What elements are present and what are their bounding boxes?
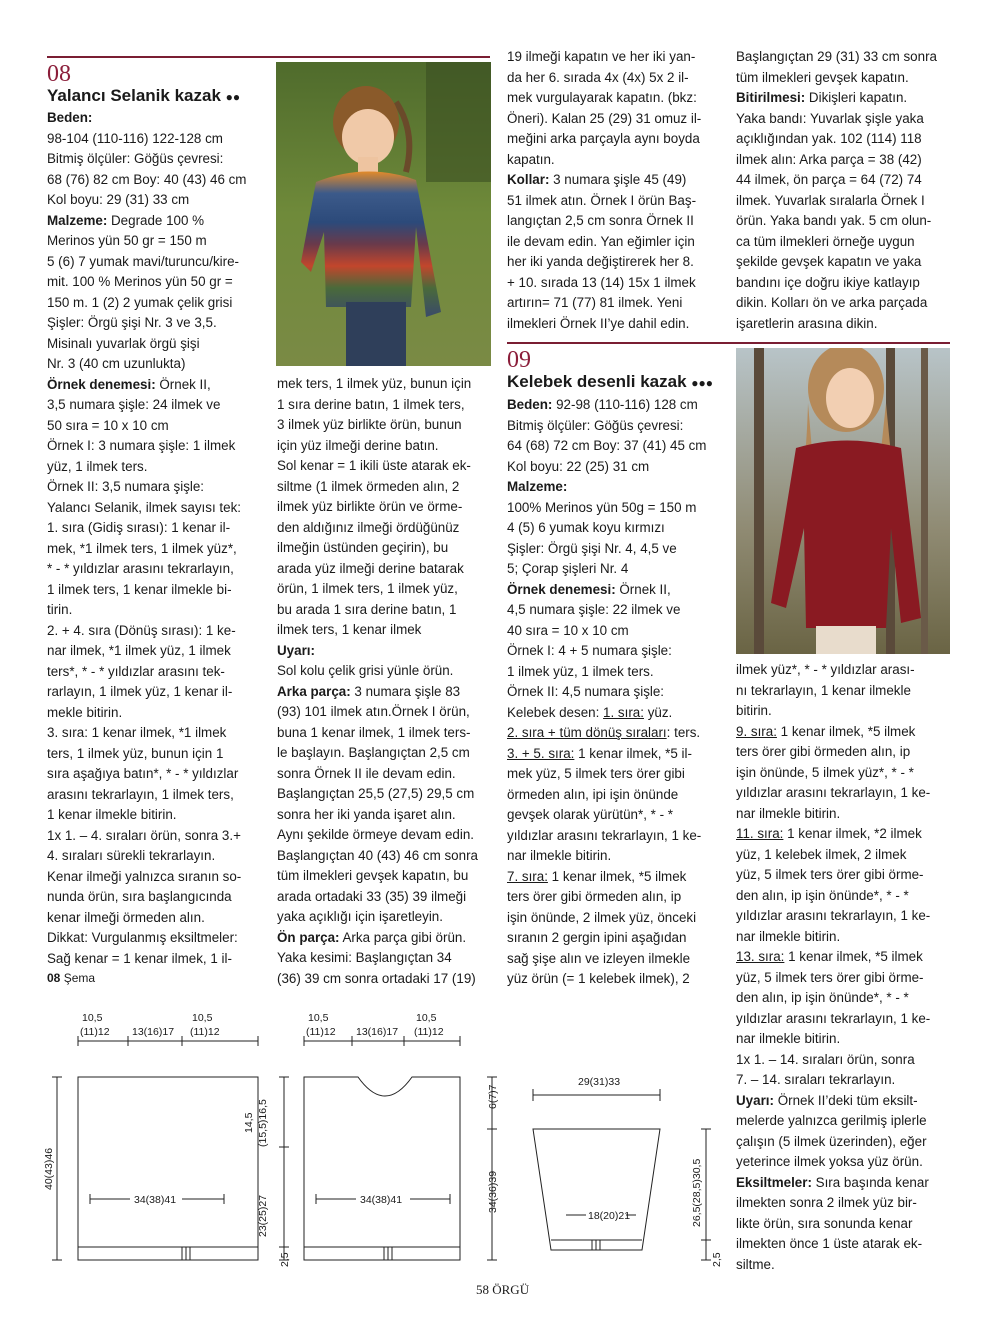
text-line: Şişler: Örgü şişi Nr. 3 ve 3,5. — [47, 315, 217, 330]
back-width-label: 34(38)41 — [134, 1194, 177, 1206]
text-line: 11. sıra: 1 kenar ilmek, *2 ilmek — [736, 826, 922, 841]
text-line: ters, 1 ilmek yüz, bunun için 1 — [47, 745, 224, 761]
text-line: ilmekten sonra 2 ilmek yüz bir- — [736, 1195, 917, 1210]
back-top-right-label: 10,5 — [192, 1012, 213, 1024]
text-line: 4 (5) 6 yumak koyu kırmızı — [507, 520, 665, 535]
text-line: Bitmiş ölçüler: Göğüs çevresi: — [47, 151, 224, 166]
text-line: ilmeğin üstünden geçirin), bu — [277, 540, 449, 555]
text-line: 1 ilmek yüz, 1 ilmek ters. — [507, 663, 654, 679]
text-line: bitirin. — [736, 703, 772, 718]
section-08-column-3 — [507, 47, 721, 334]
text-line: tüm ilmekleri gevşek kapatın. — [736, 69, 909, 85]
text-line: siltme (1 ilmek örmeden alın, 2 — [277, 478, 460, 494]
text-line: Şişler: Örgü şişi Nr. 4, 4,5 ve — [507, 540, 677, 556]
back-top-left-label-2: (11)12 — [80, 1026, 110, 1038]
text-line: yeterince ilmek yoksa yüz örün. — [736, 1154, 923, 1169]
text-line: yaka açıklığı için işaretleyin. — [277, 909, 443, 924]
text-line: yıldızlar arasını tekrarlayın, 1 ke- — [736, 785, 931, 800]
text-line: mek vurgulayarak kapatın. (bkz: — [507, 90, 697, 105]
front-body-label: 23(25)27 — [257, 1194, 269, 1237]
text-line: sonra Örnek II ile devam edin. — [277, 765, 456, 781]
text-line: mit. 100 % Merinos yün 50 gr = — [47, 274, 233, 289]
text-line: 64 (68) 72 cm Boy: 37 (41) 45 cm — [507, 438, 707, 453]
text-line: ters*, * - * yıldızlar arasını tek- — [47, 663, 225, 679]
text-line: için yüz ilmeği derine batın. — [277, 437, 439, 453]
section-08-title-text: Yalancı Selanik kazak — [47, 86, 221, 105]
text-line: (36) 39 cm sonra ortadaki 17 (19) — [277, 970, 476, 986]
back-top-right-label-2: (11)12 — [190, 1026, 220, 1038]
text-line: işin önünde, 2 ilmek yüz, önceki — [507, 909, 697, 925]
text-line: Öneri). Kalan 25 (29) 31 omuz il- — [507, 110, 702, 126]
section-08-number: 08 — [47, 61, 71, 87]
text-line: Başlangıçtan 40 (43) 46 cm sonra — [277, 847, 478, 863]
text-line: 1x 1. – 4. sıraları örün, sonra 3.+ — [47, 827, 241, 843]
text-line: Bitmiş ölçüler: Göğüs çevresi: — [507, 417, 684, 433]
section-09-rule — [507, 342, 950, 344]
text-line: ilmek alın: Arka parça = 38 (42) — [736, 151, 922, 167]
text-line: ca tüm ilmekleri örneğe uygun — [736, 233, 915, 249]
text-line: Yaka kesimi: Başlangıçtan 34 — [277, 950, 452, 965]
schema-text: Şema — [63, 971, 96, 985]
text-line: 2. + 4. sıra (Dönüş sırası): 1 ke- — [47, 622, 236, 638]
text-line: Sol kenar = 1 ikili üste atarak ek- — [277, 458, 471, 473]
text-line: ilmek yüz birlikte örün ve örme- — [277, 499, 463, 514]
back-height-label: 40(43)46 — [43, 1147, 55, 1190]
front-neck-label: 14,5 — [243, 1112, 255, 1133]
text-line: Örnek denemesi: Örnek II, — [47, 376, 211, 392]
text-line: + 10. sırada 13 (14) 15x 1 ilmek — [507, 274, 696, 290]
section-09-number: 09 — [507, 347, 531, 373]
text-line: Örnek I: 4 + 5 numara şişle: — [507, 643, 672, 658]
text-line: Örnek denemesi: Örnek II, — [507, 581, 671, 597]
text-line: 1. sıra (Gidiş sırası): 1 kenar il- — [47, 520, 231, 535]
text-line: dikin. Kolları ön ve arka parçada — [736, 295, 928, 310]
text-line: her iki yanda değiştirerek her 8. — [507, 254, 694, 269]
text-line: ters örer gibi örmeden alın, ip — [507, 889, 682, 904]
text-line: Merinos yün 50 gr = 150 m — [47, 233, 207, 248]
text-line: Beden: 92-98 (110-116) 128 cm — [507, 397, 698, 412]
difficulty-icon: ●●● — [691, 376, 714, 390]
text-line: 1x 1. – 14. sıraları örün, sonra — [736, 1051, 915, 1067]
text-line: Eksiltmeler: Sıra başında kenar — [736, 1174, 929, 1190]
text-line: 40 sıra = 10 x 10 cm — [507, 622, 629, 638]
text-line: Yaka bandı: Yuvarlak şişle yaka — [736, 110, 924, 126]
text-line: nar ilmekle bitirin. — [736, 928, 841, 944]
text-line: sağ şişe alın ve izleyen ilmekle — [507, 950, 691, 966]
text-line: 1 kenar ilmekle bitirin. — [47, 807, 177, 822]
text-line: 1 sıra derine batın, 1 ilmek ters, — [277, 396, 465, 412]
text-line: da her 6. sırada 4x (4x) 5x 2 il- — [507, 69, 689, 85]
text-line: işin önünde, 5 ilmek yüz*, * - * — [736, 764, 914, 780]
text-line: melerde yalnızca gerilmiş iplerle — [736, 1113, 927, 1128]
text-line: 51 ilmek atın. Örnek I örün Baş- — [507, 192, 697, 208]
photo-boy-sweater — [276, 62, 491, 366]
text-line: Kol boyu: 29 (31) 33 cm — [47, 192, 190, 207]
text-line: 4. sıraları sürekli tekrarlayın. — [47, 848, 216, 863]
text-line: 5; Çorap şişleri Nr. 4 — [507, 561, 629, 576]
photo-boy-image — [276, 62, 491, 366]
text-line: buna 1 kenar ilmek, 1 ilmek ters- — [277, 724, 471, 740]
text-line: meğini arka parçayla aynı boyda — [507, 131, 700, 146]
text-line: mek yüz, 5 ilmek ters örer gibi — [507, 766, 685, 781]
text-line: Malzeme: Degrade 100 % — [47, 212, 205, 228]
text-line: sonra her iki yanda işaret alın. — [277, 806, 456, 822]
text-line: 9. sıra: 1 kenar ilmek, *5 ilmek — [736, 723, 916, 739]
text-line: le başlayın. Başlangıçtan 2,5 cm — [277, 745, 470, 760]
text-line: 3,5 numara şişle: 24 ilmek ve — [47, 397, 221, 412]
text-line: arada yüz ilmeği derine batarak — [277, 560, 464, 576]
text-line: arasını tekrarlayın, 1 ilmek ters, — [47, 786, 234, 802]
schema-number: 08 — [47, 971, 61, 985]
text-line: Nr. 3 (40 cm uzunlukta) — [47, 356, 186, 371]
sleeve-cap-label: 6(7)7 — [487, 1084, 499, 1109]
difficulty-icon: ●● — [225, 90, 241, 104]
section-08-column-2 — [277, 374, 491, 989]
text-line: nar ilmekle bitirin. — [736, 805, 841, 821]
text-line: bu arada 1 sıra derine batın, 1 — [277, 601, 457, 617]
text-line: şekilde gevşek kapatın ve yaka — [736, 254, 922, 269]
back-top-left-label: 10,5 — [82, 1012, 103, 1024]
text-line: ilmekten önce 1 üste atarak ek- — [736, 1236, 923, 1251]
text-line: nar ilmek, *1 ilmek yüz, 1 ilmek — [47, 643, 231, 658]
text-line: Kol boyu: 22 (25) 31 cm — [507, 458, 650, 474]
text-line: (93) 101 ilmek atın.Örnek I örün, — [277, 704, 470, 719]
sleeve-height-label: 34(36)39 — [487, 1170, 499, 1213]
front-neck-label-2: (15,5)16,5 — [257, 1099, 269, 1147]
section-09-title-text: Kelebek desenli kazak — [507, 372, 687, 391]
sleeve-top-label: 29(31)33 — [578, 1076, 621, 1088]
text-line: Örnek II: 3,5 numara şişle: — [47, 479, 205, 494]
text-line: 98-104 (110-116) 122-128 cm — [47, 130, 223, 146]
text-line: gevşek olarak yürütün*, * - * — [507, 807, 673, 822]
text-line: 19 ilmeği kapatın ve her iki yan- — [507, 49, 696, 64]
sleeve-outline — [533, 1129, 660, 1250]
text-line: Ön parça: Arka parça gibi örün. — [277, 929, 467, 945]
text-line: tüm ilmekleri gevşek kapatın, bu — [277, 868, 469, 883]
text-line: arada ortadaki 33 (35) 39 ilmeği — [277, 888, 467, 904]
section-08-column-1 — [47, 108, 261, 969]
back-piece-outline — [78, 1077, 258, 1260]
text-line: kapatın. — [507, 151, 555, 167]
text-line: Arka parça: 3 numara şişle 83 — [277, 683, 461, 699]
text-line: likte örün, sıra sonunda kenar — [736, 1215, 913, 1231]
section-09-column-3 — [507, 395, 721, 990]
section-08-rule — [47, 56, 490, 58]
text-line: yıldızlar arasını tekrarlayın, 1 ke- — [736, 908, 931, 923]
front-top-left-label: 10,5 — [308, 1012, 329, 1024]
text-line: Başlangıçtan 25,5 (27,5) 29,5 cm — [277, 786, 475, 801]
text-line: Uyarı: — [277, 642, 315, 658]
text-line: rarlayın, 1 ilmek yüz, 1 kenar il- — [47, 684, 233, 699]
text-line: 4,5 numara şişle: 22 ilmek ve — [507, 602, 681, 617]
text-line: Yalancı Selanik, ilmek sayısı tek: — [47, 499, 241, 515]
text-line: ilmek yüz*, * - * yıldızlar arası- — [736, 662, 915, 677]
text-line: Kenar ilmeği yalnızca sıranın so- — [47, 868, 242, 884]
text-line: ilmek. Yuvarlak sıralarla Örnek I — [736, 192, 925, 208]
text-line: yüz, 1 ilmek ters. — [47, 458, 148, 474]
text-line: sıranın 2 gergin ipini aşağıdan — [507, 930, 687, 945]
text-line: artırın= 71 (77) 81 ilmek. Yeni — [507, 295, 683, 310]
text-line: 44 ilmek, ön parça = 64 (72) 74 — [736, 172, 922, 187]
text-line: nı tekrarlayın, 1 kenar ilmekle — [736, 682, 911, 698]
text-line: Uyarı: Örnek II’deki tüm eksilt- — [736, 1092, 918, 1108]
text-line: Misinalı yuvarlak örgü şişi — [47, 335, 200, 351]
front-rib-label: 2,5 — [279, 1252, 291, 1267]
text-line: siltme. — [736, 1256, 775, 1272]
front-top-right-label-2: (11)12 — [414, 1026, 444, 1038]
text-line: örmeden alın, ipi işin önünde — [507, 786, 679, 802]
text-line: örün, 1 ilmek ters, 1 ilmek yüz, — [277, 581, 458, 596]
photo-girl-image — [736, 348, 950, 654]
text-line: * - * yıldızlar arasını tekrarlayın, — [47, 561, 234, 576]
text-line: den aldığınız ilmeği ördüğünüz — [277, 519, 460, 535]
text-line: nar ilmekle bitirin. — [736, 1031, 841, 1046]
text-line: Kelebek desen: 1. sıra: yüz. — [507, 704, 673, 720]
text-line: 100% Merinos yün 50g = 150 m — [507, 499, 697, 515]
text-line: Sağ kenar = 1 kenar ilmek, 1 il- — [47, 950, 232, 966]
text-line: Bitirilmesi: Dikişleri kapatın. — [736, 90, 908, 105]
text-line: Başlangıçtan 29 (31) 33 cm sonra — [736, 49, 937, 64]
text-line: 3 ilmek yüz birlikte örün, bunun — [277, 417, 462, 432]
text-line: Aynı şekilde örmeye devam edin. — [277, 827, 474, 842]
section-09-title — [507, 372, 713, 393]
text-line: Dikkat: Vurgulanmış eksiltmeler: — [47, 930, 238, 945]
schema-label — [47, 971, 95, 985]
text-line: 5 (6) 7 yumak mavi/turuncu/kire- — [47, 253, 239, 269]
text-line: Örnek I: 3 numara şişle: 1 ilmek — [47, 438, 236, 453]
page-footer: 58 ÖRGÜ — [476, 1282, 530, 1297]
text-line: ilmek ters, 1 kenar ilmek — [277, 622, 422, 637]
text-line: yüz örün (= 1 kelebek ilmek), 2 — [507, 971, 690, 986]
text-line: yüz, 5 ilmek ters örer gibi örme- — [736, 867, 924, 882]
text-line: mekle bitirin. — [47, 704, 123, 720]
front-top-mid-label: 13(16)17 — [356, 1026, 399, 1038]
sleeve-rib-label: 2,5 — [711, 1252, 723, 1267]
section-08-title — [47, 86, 240, 107]
text-line: 150 m. 1 (2) 2 yumak çelik grisi — [47, 294, 233, 310]
text-line: işaretlerin arasına dikin. — [736, 315, 878, 331]
text-line: yüz, 5 ilmek ters örer gibi örme- — [736, 969, 924, 985]
text-line: 1 ilmek ters, 1 kenar ilmekle bi- — [47, 581, 232, 597]
photo-girl-sweater — [736, 348, 950, 654]
text-line: 7. – 14. sıraları tekrarlayın. — [736, 1072, 896, 1087]
front-width-label: 34(38)41 — [360, 1194, 403, 1206]
text-line: langıçtan 2,5 cm sonra Örnek II — [507, 213, 694, 228]
text-line: 50 sıra = 10 x 10 cm — [47, 417, 169, 433]
text-line: Kollar: 3 numara şişle 45 (49) — [507, 172, 687, 187]
text-line: nar ilmekle bitirin. — [507, 848, 612, 863]
text-line: bandını içe doğru ikiye katlayıp — [736, 274, 920, 290]
text-line: ile devam edin. Yan eğimler için — [507, 233, 695, 249]
text-line: 13. sıra: 1 kenar ilmek, *5 ilmek — [736, 949, 923, 964]
text-line: ters örer gibi örmeden alın, ip — [736, 744, 911, 759]
text-line: den alın, ip işin önünde*, * - * — [736, 887, 909, 903]
text-line: 2. sıra + tüm dönüş sıraları: ters. — [507, 725, 701, 740]
text-line: tirin. — [47, 602, 73, 617]
text-line: yıldızlar arasını tekrarlayın, 1 ke- — [507, 827, 702, 843]
section-09-column-4 — [736, 660, 950, 1275]
text-line: 3. sıra: 1 kenar ilmek, *1 ilmek — [47, 725, 227, 740]
text-line: den alın, ip işin önünde*, * - * — [736, 990, 909, 1005]
back-top-mid-label: 13(16)17 — [132, 1026, 175, 1038]
text-line: sıra aşağıya batın*, * - * yıldızlar — [47, 766, 239, 781]
schematic-diagram — [30, 1005, 730, 1275]
text-line: mek ters, 1 ilmek yüz, bunun için — [277, 376, 472, 391]
text-line: Beden: — [47, 110, 93, 125]
text-line: yüz, 1 kelebek ilmek, 2 ilmek — [736, 846, 907, 862]
text-line: Malzeme: — [507, 479, 568, 494]
front-top-right-label: 10,5 — [416, 1012, 437, 1024]
text-line: mek, *1 ilmek ters, 1 ilmek yüz*, — [47, 540, 237, 556]
text-line: kenar ilmeği örmeden alın. — [47, 909, 205, 925]
text-line: 68 (76) 82 cm Boy: 40 (43) 46 cm — [47, 171, 247, 187]
text-line: çalışın (5 ilmek üzerinden), eğer — [736, 1133, 927, 1149]
text-line: 7. sıra: 1 kenar ilmek, *5 ilmek — [507, 868, 687, 884]
text-line: Sol kolu çelik grisi yünle örün. — [277, 663, 454, 678]
sleeve-side-label: 26,5(28,5)30,5 — [691, 1158, 703, 1227]
text-line: örün. Yaka bandı yak. 5 cm olun- — [736, 213, 932, 228]
text-line: açıklığından yak. 102 (114) 118 — [736, 131, 922, 146]
text-line: yıldızlar arasını tekrarlayın, 1 ke- — [736, 1010, 931, 1026]
sleeve-bottom-label: 18(20)21 — [588, 1210, 631, 1222]
text-line: ilmekleri Örnek II’ye dahil edin. — [507, 315, 690, 331]
text-line: Örnek II: 4,5 numara şişle: — [507, 684, 665, 699]
front-piece-outline — [304, 1077, 460, 1260]
text-line: 3. + 5. sıra: 1 kenar ilmek, *5 il- — [507, 745, 692, 761]
front-top-left-label-2: (11)12 — [306, 1026, 336, 1038]
text-line: nunda örün, sıra başlangıcında — [47, 889, 232, 904]
section-08-column-4 — [736, 47, 950, 334]
